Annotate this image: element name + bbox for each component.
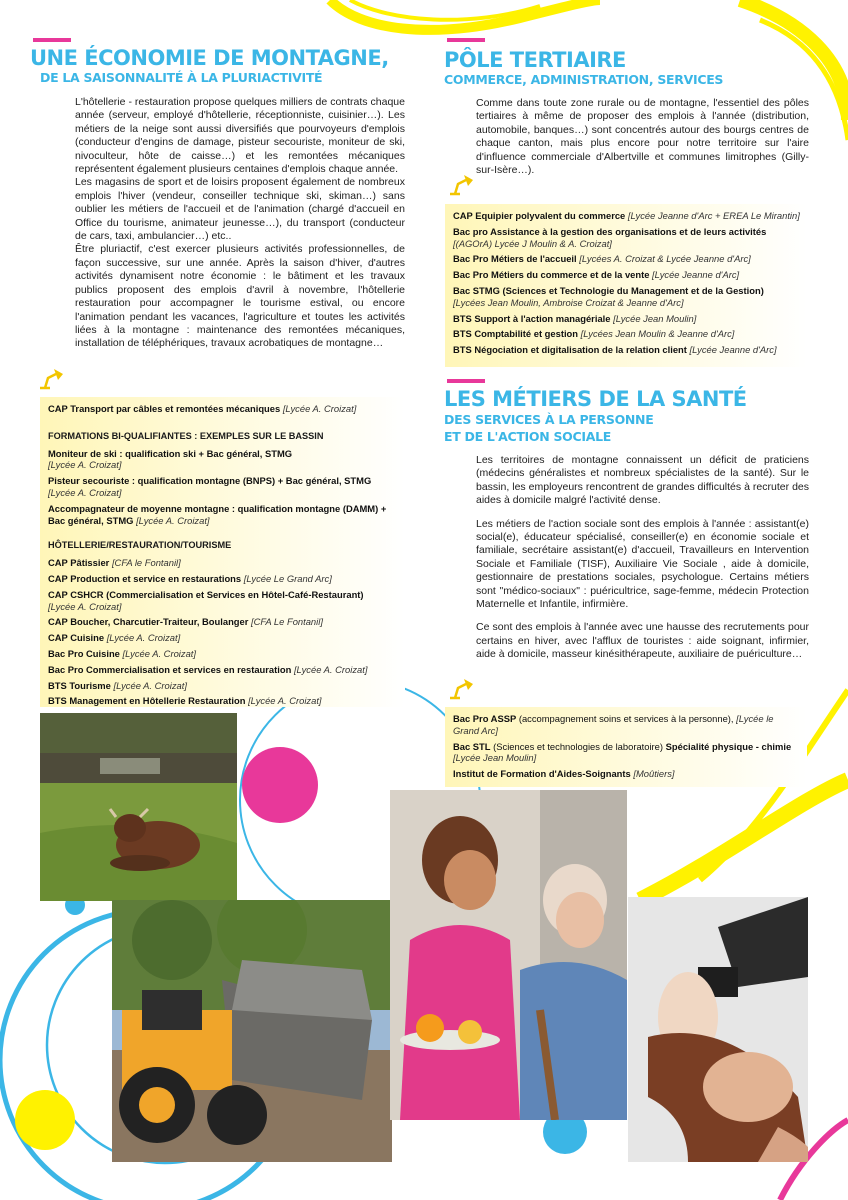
formation-name: CAP Production et service en restaurations [48,572,242,584]
yellow-swoosh-top [330,0,600,30]
formation-school: [Lycée A. Croizat] [122,647,196,659]
formation-name: Bac Pro ASSP [453,713,517,724]
formation-name: Bac STMG (Sciences et Technologie du Management et de la Gestion) [453,284,764,296]
formation-school: [CFA Le Fontanil] [251,616,323,628]
sante-paragraph-2: Les métiers de l'action sociale sont des emplois à l'année : assistant(e) social(e), éducateur spécialisé, conseiller(e) en économie sociale et familiale, secrétaire assistant(e) d'accueil, Travailleurs en Intervention Sociale et Familiale (TISF), Auxiliaire Vie Sociale , aide à domicile, gestionnaire de prestations sociales, psychologue. Certains métiers sont "médico-sociaux" : puéricultrice, sage-femme, médecin Protection Maternelle et Infantile, infirmière. [476,517,809,611]
desk-lamp-icon [446,676,476,702]
formation-item [453,713,801,737]
formation-school: [CFA le Fontanil] [111,557,181,569]
left-paragraph-3: Être pluriactif, c'est exercer plusieurs activités professionnelles, de façon successive, sur une année. Après la saison d'hiver, d'autres activités dynamisent notre économie : le bâtiment et les travaux publics proposent des emplois d'avril à novembre, l'hôtellerie restauration pour accompagner le tourisme estival, ou encore l'animation pendant les vacances, l'agriculture et toutes les activités liées à la montagne : maintenance des remontées mécaniques, installation de téléphériques, travaux acrobatiques de montagne… [75,243,405,350]
formation-name: CAP CSHCR (Commercialisation et Services en Hôtel-Café-Restaurant) [48,588,364,600]
formation-name: Institut de Formation d'Aides-Soignants [453,768,631,780]
formation-name: Accompagnateur de moyenne montagne : qualification montagne (DAMM) + Bac général, STMG [48,502,387,526]
formation-item [48,503,399,527]
formation-name: BTS Négociation et digitalisation de la relation client [453,344,687,356]
yellow-dot-left [15,1090,75,1150]
formation-name: Bac Pro Métiers de l'accueil [453,253,577,265]
formation-item [453,768,801,780]
formation-school: [Lycées Jean Moulin & Jeanne d'Arc] [580,328,735,340]
formation-name: Pisteur secouriste : qualification montagne (BNPS) + Bac général, STMG [48,475,372,487]
formation-item [453,269,801,281]
formation-name: Bac Pro Cuisine [48,647,120,659]
construction-loader-photo [112,900,392,1162]
formation-item [48,573,399,585]
formation-school: [Lycée le Grand Arc] [453,713,774,736]
desk-lamp-icon [446,172,476,198]
formation-school: [Lycées Jean Moulin, Ambroise Croizat & Jeanne d'Arc] [453,296,684,308]
hairdresser-photo [628,897,808,1162]
formation-item [48,680,399,692]
formation-school: [Lycée Jean Moulin] [613,312,697,324]
formation-item [453,285,801,309]
formation-school: [Lycée Jeanne d'Arc] [652,269,740,281]
formation-name: BTS Management en Hôtellerie Restauration [48,695,246,707]
sante-formations-box [445,707,807,787]
formation-school: [Lycée A. Croizat] [293,663,368,675]
left-section-title: UNE ÉCONOMIE DE MONTAGNE, [30,46,389,70]
formation-school: [Lycée Le Grand Arc] [243,572,332,584]
formation-school: [Lycée Jean Moulin] [453,752,537,764]
formation-item [48,695,399,707]
formation-name: Bac Pro Métiers du commerce et de la vente [453,269,650,281]
formation-name: BTS Support à l'action managériale [453,312,611,324]
tertiaire-paragraph: Comme dans toute zone rurale ou de montagne, l'essentiel des pôles tertiaires à même de proposer des emplois à l'année (distribution, automobile, banques…) sont concentrés autour des bourgs centres de chaque canton, mais plus encore pour notre territoire sur l'aire d'influence commerciale d'Albertville et communes limitrophes (Gilly-sur-Isère…). [476,97,809,177]
formation-item [48,616,399,628]
formation-item [48,403,399,415]
formation-item [48,475,399,499]
sante-section-subtitle-2: ET DE L'ACTION SOCIALE [444,429,611,444]
formation-name: CAP Pâtissier [48,557,110,569]
left-title-accent-bar [33,38,71,42]
formation-school: [Lycée A. Croizat] [106,632,181,644]
sante-text-block [476,454,809,662]
formation-school: [Lycée A. Croizat] [282,403,357,414]
box-section-heading: HÔTELLERIE/RESTAURATION/TOURISME [48,540,232,551]
formation-item [48,632,399,644]
tertiaire-formations-box [445,204,807,367]
sante-paragraph-1: Les territoires de montagne connaissent un déficit de praticiens (médecins généralistes et nombreux spécialistes de la santé). Sur le bassin, les employeurs rencontrent de grandes difficultés à recruter des aides à domicile malgré l'activité dense. [476,454,809,507]
pink-half-circle [242,747,318,823]
formation-item [48,664,399,676]
formation-item [453,226,801,250]
cow-meadow-photo [40,713,237,901]
sante-section-title: LES MÉTIERS DE LA SANTÉ [444,387,747,411]
formation-name: BTS Tourisme [48,679,111,691]
formation-school: [Lycée A. Croizat] [48,600,122,612]
left-paragraph-2: Les magasins de sport et de loisirs proposent également de nombreux emplois l'hiver (vendeur, conseiller technique ski, skiman…) sans oublier les métiers de l'accueil et de l'animation (chargé d'accueil en Office du tourisme, animateur jeunesse…), du transport (conducteur de cars, taxi, ambulancier…) etc.. [75,176,405,243]
sante-title-accent-bar [447,379,485,383]
formation-desc: (accompagnement soins et services à la personne), [518,713,734,724]
formation-school: [Lycées A. Croizat & Lycée Jeanne d'Arc] [579,253,751,265]
formation-name: CAP Cuisine [48,632,105,644]
formation-school: [Lycée Jeanne d'Arc] [689,344,777,356]
nurse-elderly-photo [390,790,627,1120]
formation-item [48,648,399,660]
formation-school: [Lycée Jeanne d'Arc + EREA Le Mirantin] [627,210,800,221]
tertiaire-section-subtitle: COMMERCE, ADMINISTRATION, SERVICES [444,72,724,87]
formation-item [48,589,399,613]
formation-school: [Lycée A. Croizat] [248,695,322,707]
formation-school: [(AGOrA) Lycée J Moulin & A. Croizat] [453,237,612,249]
left-formations-box [40,397,405,707]
formation-item [48,448,399,472]
formation-name: CAP Equipier polyvalent du commerce [453,210,626,221]
formation-school: [Lycée A. Croizat] [136,514,210,526]
formation-item [453,253,801,265]
formation-desc: (Sciences et technologies de laboratoire) [493,740,664,752]
tertiaire-title-accent-bar [447,38,485,42]
box-section-heading: FORMATIONS BI-QUALIFIANTES : EXEMPLES SUR LE BASSIN [48,430,324,441]
formation-name: Moniteur de ski : qualification ski + Bac général, STMG [48,447,293,459]
formation-school: [Lycée A. Croizat] [48,486,122,498]
sante-section-subtitle-1: DES SERVICES À LA PERSONNE [444,412,654,427]
tertiaire-section-title: PÔLE TERTIAIRE [444,48,626,72]
formation-item [453,328,801,340]
formation-extra: Spécialité physique - chimie [665,740,792,752]
formation-item [453,741,801,765]
formation-name: BTS Comptabilité et gestion [453,328,579,340]
formation-school: [Lycée A. Croizat] [48,459,122,471]
formation-item [48,557,399,569]
formation-school: [Moûtiers] [633,768,675,780]
formation-item [453,313,801,325]
formation-name: CAP Transport par câbles et remontées mécaniques [48,403,281,414]
formation-school: [Lycée A. Croizat] [113,679,187,691]
formation-item [453,210,801,222]
desk-lamp-icon [36,366,66,392]
formation-item [453,344,801,356]
formation-name: Bac STL [453,740,491,752]
sante-paragraph-3: Ce sont des emplois à l'année avec une hausse des recrutements pour certains en hiver, avec l'afflux de touristes : aide soignant, infirmier, aide à domicile, masseur kinésithérapeute, auxiliaire de puériculture… [476,621,809,661]
formation-name: Bac pro Assistance à la gestion des organisations et de leurs activités [453,225,767,237]
formation-name: CAP Boucher, Charcutier-Traiteur, Boulanger [48,616,249,628]
left-paragraph-1: L'hôtellerie - restauration propose quelques milliers de contrats chaque année (serveur, employé d'hôtellerie, réceptionniste, cuisinier…). Les métiers de la neige sont aussi diversifiés que pourvoyeurs d'emplois (conducteur d'engins de damage, pisteur secouriste, moniteur de ski, nivoculteur, hôte de caisse…) et les remontées mécaniques représentent également plusieurs centaines d'emplois chaque année. [75,96,405,176]
left-section-subtitle: DE LA SAISONNALITÉ À LA PLURIACTIVITÉ [40,70,323,85]
formation-name: Bac Pro Commercialisation et services en restauration [48,663,292,675]
left-text-block [75,96,405,351]
